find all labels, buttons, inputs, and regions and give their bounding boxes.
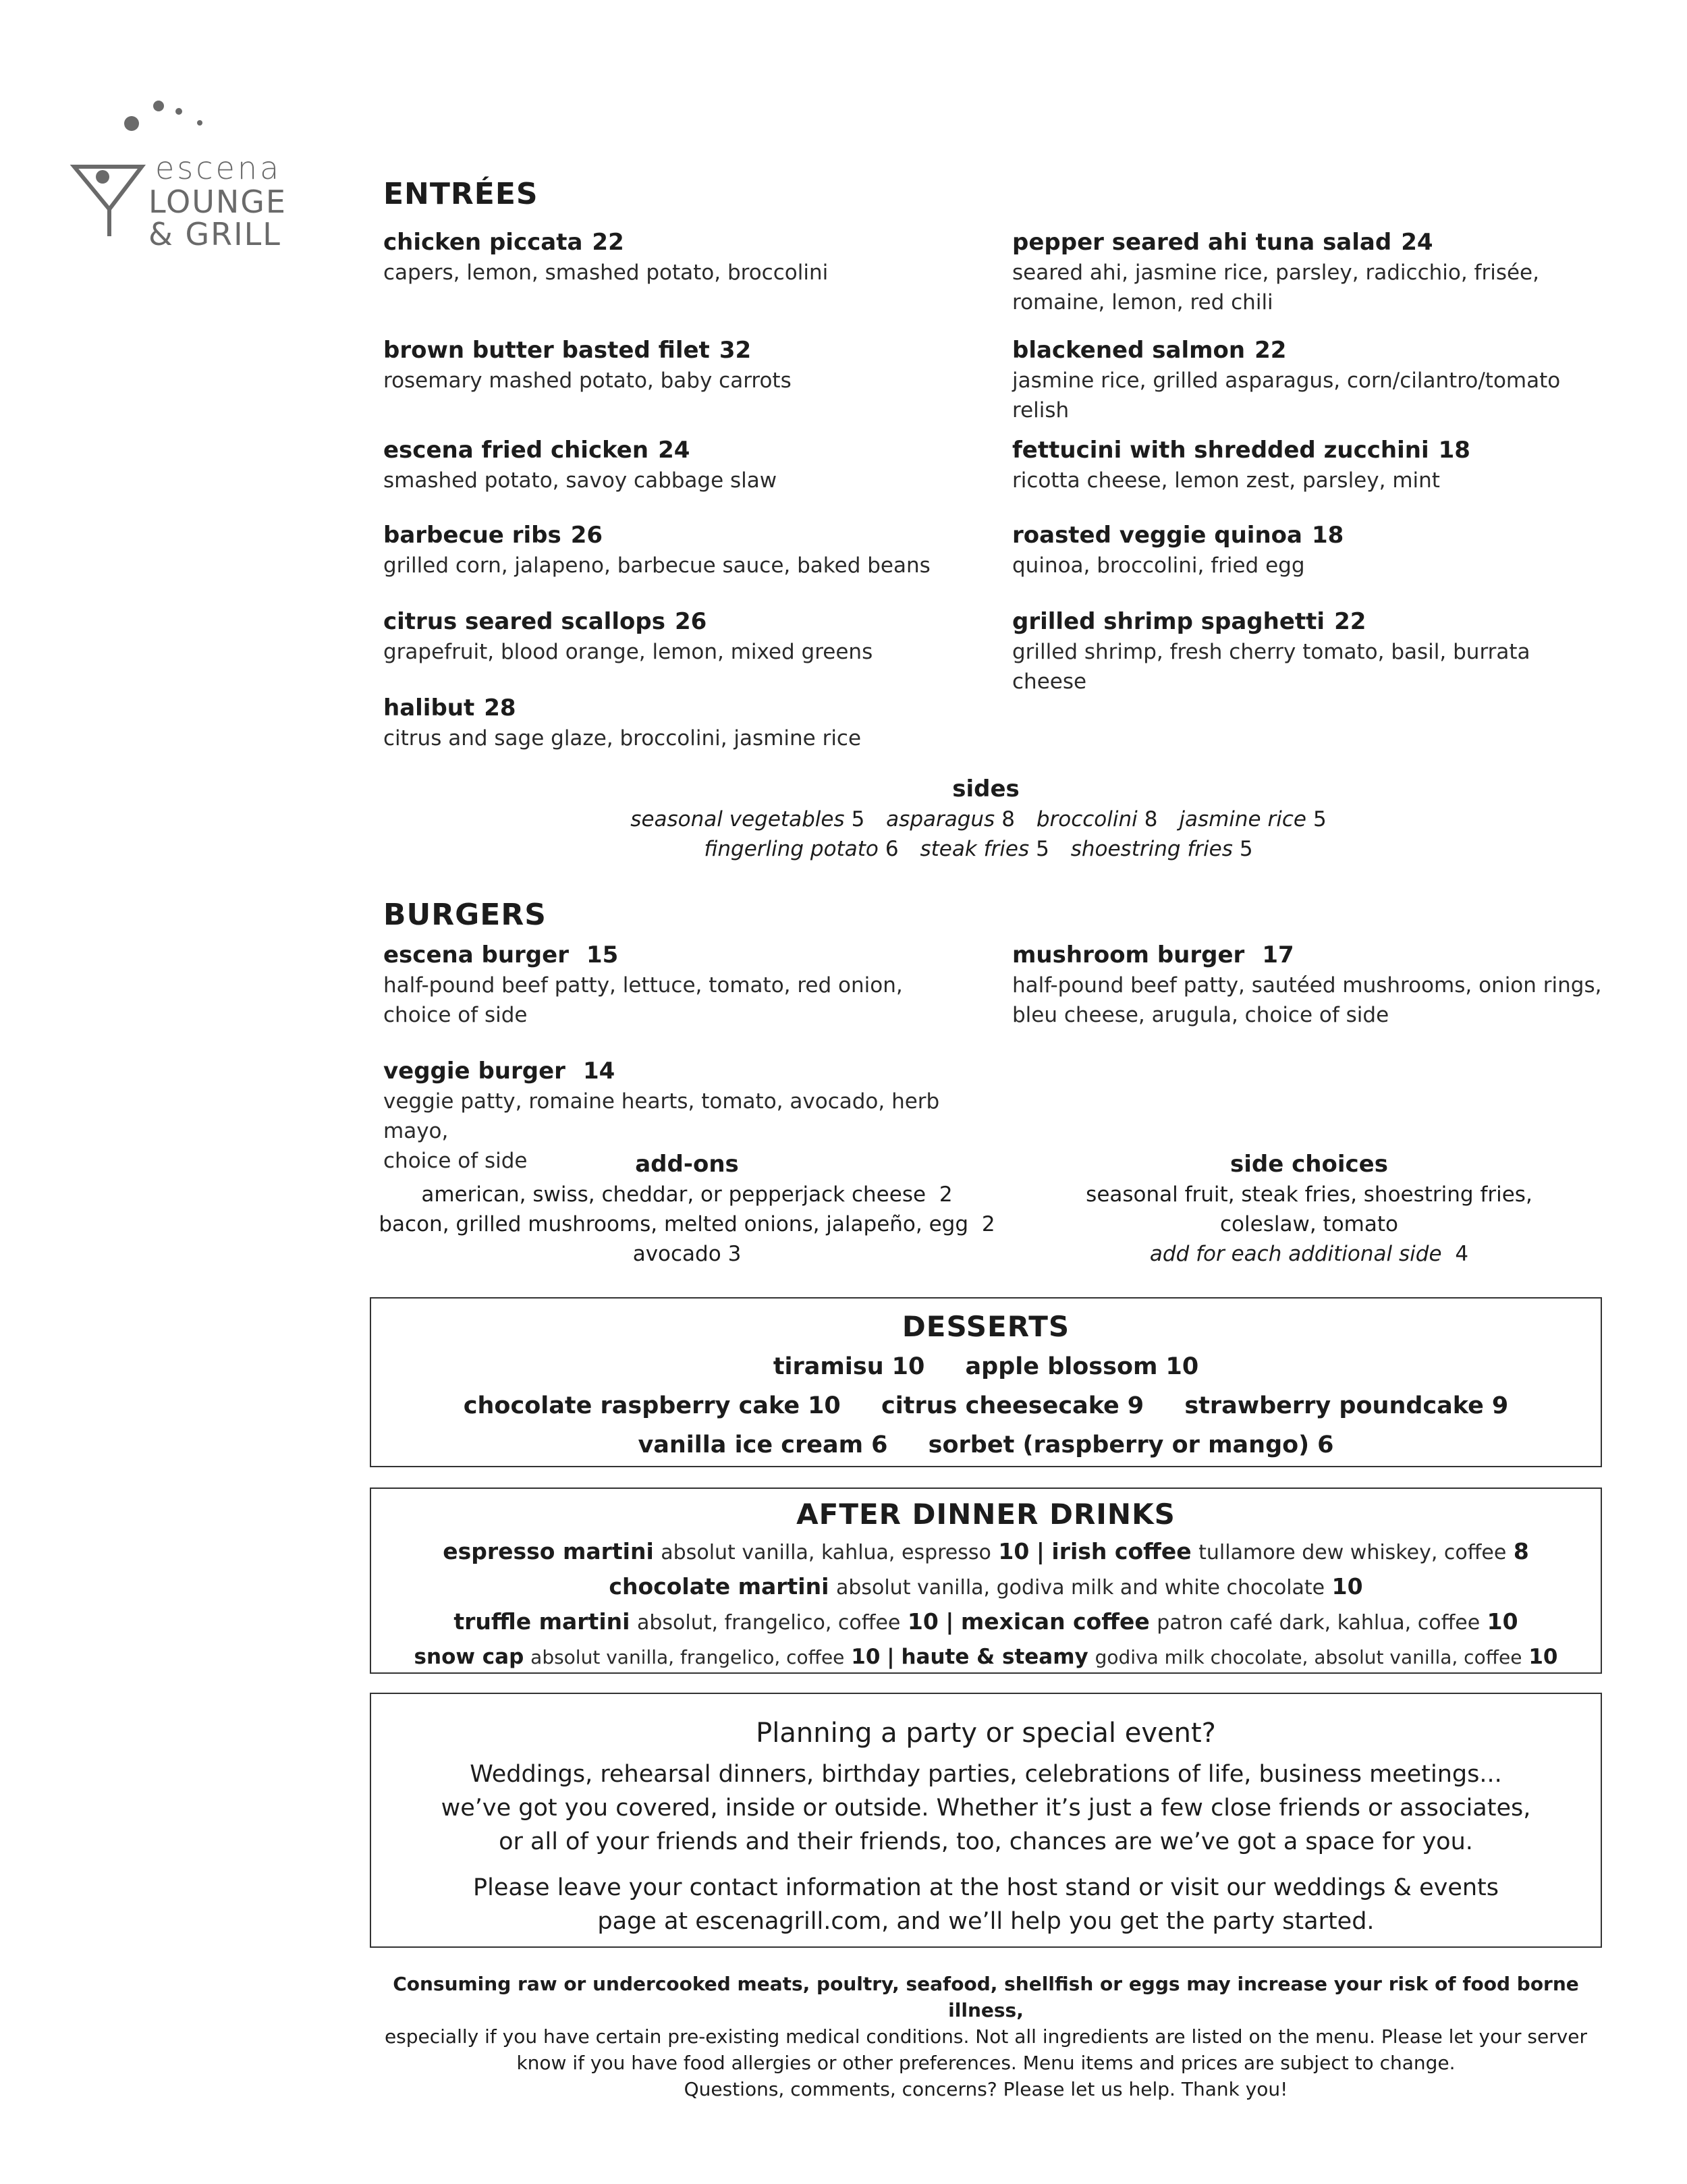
drink-price: 10 bbox=[851, 1645, 881, 1669]
addon-line bbox=[370, 1180, 1004, 1209]
dessert-row bbox=[371, 1347, 1601, 1386]
item-price: 32 bbox=[719, 337, 752, 364]
drink-desc: patron café dark, kahlua, coffee bbox=[1157, 1611, 1481, 1635]
dessert-name: apple blossom bbox=[965, 1353, 1158, 1380]
drink-name: irish coffee bbox=[1051, 1538, 1192, 1564]
drink-row bbox=[371, 1605, 1601, 1640]
addon-text: american, swiss, cheddar, or pepperjack cheese bbox=[421, 1182, 927, 1207]
item-desc: capers, lemon, smashed potato, broccolini bbox=[383, 261, 829, 285]
dessert-name: chocolate raspberry cake bbox=[463, 1392, 800, 1419]
disclaimer-line: especially if you have certain pre-existing medical conditions. Not all ingredients are listed on the menu. Please let your server bbox=[384, 2025, 1588, 2048]
menu-item bbox=[1012, 227, 1579, 317]
item-price: 22 bbox=[1254, 337, 1287, 364]
drink-price: 10 bbox=[998, 1538, 1030, 1564]
dessert-price: 6 bbox=[871, 1431, 888, 1458]
drink-name: chocolate martini bbox=[609, 1573, 829, 1600]
item-name: pepper seared ahi tuna salad bbox=[1012, 229, 1392, 256]
addon-text: avocado bbox=[632, 1242, 721, 1266]
item-desc: half-pound beef patty, lettuce, tomato, red onion, bbox=[383, 973, 903, 998]
drink-desc: tullamore dew whiskey, coffee bbox=[1198, 1541, 1507, 1564]
side-price: 5 bbox=[851, 807, 865, 831]
menu-item bbox=[383, 227, 991, 288]
addon-price: 2 bbox=[981, 1212, 995, 1236]
drink-row bbox=[371, 1570, 1601, 1605]
sides-block bbox=[370, 773, 1602, 864]
side-name: steak fries bbox=[920, 837, 1030, 861]
item-desc: ricotta cheese, lemon zest, parsley, mint bbox=[1012, 468, 1440, 493]
item-desc: grilled shrimp, fresh cherry tomato, basil, burrata cheese bbox=[1012, 640, 1530, 694]
events-box bbox=[370, 1693, 1602, 1948]
drink-row bbox=[371, 1640, 1601, 1674]
addon-price: 2 bbox=[939, 1182, 953, 1207]
menu-item bbox=[1012, 435, 1579, 495]
dessert-row bbox=[371, 1425, 1601, 1465]
item-name: escena fried chicken bbox=[383, 437, 649, 464]
side-name: jasmine rice bbox=[1179, 807, 1306, 831]
drink-price: 10 bbox=[907, 1608, 939, 1635]
item-desc: grapefruit, blood orange, lemon, mixed greens bbox=[383, 640, 873, 664]
disclaimer-line: Questions, comments, concerns? Please let us help. Thank you! bbox=[684, 2078, 1288, 2100]
dessert-name: vanilla ice cream bbox=[638, 1431, 864, 1458]
dessert-name: citrus cheesecake bbox=[881, 1392, 1119, 1419]
side-price: 5 bbox=[1312, 807, 1327, 831]
drink-desc: absolut vanilla, godiva milk and white chocolate bbox=[835, 1576, 1325, 1600]
events-text-line: page at escenagrill.com, and we’ll help you get the party started. bbox=[597, 1908, 1375, 1935]
item-name: citrus seared scallops bbox=[383, 608, 665, 635]
item-desc: grilled corn, jalapeno, barbecue sauce, baked beans bbox=[383, 553, 931, 578]
side-name: seasonal vegetables bbox=[630, 807, 845, 831]
side-choices-extra bbox=[1012, 1239, 1606, 1269]
drink-price: 8 bbox=[1513, 1538, 1529, 1564]
item-price: 26 bbox=[674, 608, 707, 635]
side-name: broccolini bbox=[1036, 807, 1138, 831]
drink-name: haute & steamy bbox=[901, 1645, 1088, 1669]
item-name: halibut bbox=[383, 694, 475, 721]
item-name: grilled shrimp spaghetti bbox=[1012, 608, 1325, 635]
addon-line bbox=[370, 1239, 1004, 1269]
drink-separator: | bbox=[1036, 1538, 1045, 1564]
item-price: 28 bbox=[484, 694, 516, 721]
disclaimer-line-bold: Consuming raw or undercooked meats, poultry, seafood, shellfish or eggs may increase your risk of food borne illness, bbox=[393, 1973, 1579, 2021]
events-text-line: or all of your friends and their friends, too, chances are we’ve got a space for you. bbox=[499, 1828, 1473, 1855]
item-price: 26 bbox=[570, 522, 603, 549]
drink-price: 10 bbox=[1528, 1645, 1558, 1669]
menu-item bbox=[383, 335, 991, 395]
item-name: escena burger bbox=[383, 941, 569, 968]
item-desc: quinoa, broccolini, fried egg bbox=[1012, 553, 1305, 578]
item-desc: bleu cheese, arugula, choice of side bbox=[1012, 1003, 1389, 1027]
dessert-name: sorbet (raspberry or mango) bbox=[928, 1431, 1310, 1458]
side-price: 8 bbox=[1144, 807, 1158, 831]
item-name: veggie burger bbox=[383, 1058, 565, 1085]
dessert-row bbox=[371, 1386, 1601, 1425]
dessert-price: 9 bbox=[1127, 1392, 1144, 1419]
item-price: 22 bbox=[592, 229, 624, 256]
drink-separator: | bbox=[887, 1645, 895, 1669]
item-desc: jasmine rice, grilled asparagus, corn/cilantro/tomato relish bbox=[1012, 368, 1561, 422]
side-price: 6 bbox=[885, 837, 899, 861]
item-desc: choice of side bbox=[383, 1003, 528, 1027]
side-name: asparagus bbox=[886, 807, 995, 831]
item-name: mushroom burger bbox=[1012, 941, 1245, 968]
item-desc: seared ahi, jasmine rice, parsley, radicchio, frisée, romaine, lemon, red chili bbox=[1012, 261, 1539, 315]
menu-item bbox=[383, 520, 991, 580]
menu-item bbox=[383, 435, 991, 495]
item-name: barbecue ribs bbox=[383, 522, 561, 549]
sides-row bbox=[370, 834, 1602, 864]
events-title: Planning a party or special event? bbox=[756, 1718, 1216, 1749]
drinks-title: AFTER DINNER DRINKS bbox=[796, 1498, 1176, 1531]
addons-block bbox=[370, 1149, 1004, 1269]
menu-item bbox=[383, 692, 991, 753]
drink-desc: absolut vanilla, kahlua, espresso bbox=[661, 1541, 991, 1564]
dessert-price: 10 bbox=[808, 1392, 841, 1419]
item-name: brown butter basted filet bbox=[383, 337, 710, 364]
dessert-price: 6 bbox=[1317, 1431, 1334, 1458]
side-choices-extra-text: add for each additional side bbox=[1149, 1242, 1442, 1266]
drink-desc: absolut, frangelico, coffee bbox=[636, 1611, 901, 1635]
events-text-line: Weddings, rehearsal dinners, birthday parties, celebrations of life, business meetings... bbox=[470, 1761, 1502, 1788]
burgers-title: BURGERS bbox=[383, 898, 547, 932]
desserts-box bbox=[370, 1297, 1602, 1467]
side-name: shoestring fries bbox=[1070, 837, 1233, 861]
addon-price: 3 bbox=[727, 1242, 742, 1266]
side-name: fingerling potato bbox=[704, 837, 879, 861]
side-choices-extra-price: 4 bbox=[1455, 1242, 1469, 1266]
drink-name: espresso martini bbox=[443, 1538, 654, 1564]
sides-row bbox=[370, 804, 1602, 834]
menu-item bbox=[1012, 520, 1579, 580]
side-choices-line: coleslaw, tomato bbox=[1220, 1212, 1398, 1236]
drink-name: snow cap bbox=[414, 1645, 524, 1669]
item-name: fettucini with shredded zucchini bbox=[1012, 437, 1429, 464]
menu-item bbox=[383, 606, 991, 667]
item-price: 24 bbox=[1401, 229, 1433, 256]
drink-price: 10 bbox=[1487, 1608, 1518, 1635]
item-price: 18 bbox=[1438, 437, 1470, 464]
menu-item bbox=[1012, 939, 1606, 1030]
disclaimer-line: know if you have food allergies or other preferences. Menu items and prices are subject to change. bbox=[516, 2052, 1456, 2074]
drink-desc: absolut vanilla, frangelico, coffee bbox=[530, 1646, 845, 1668]
disclaimer bbox=[370, 1971, 1602, 2102]
addons-title: add-ons bbox=[635, 1151, 739, 1178]
item-name: roasted veggie quinoa bbox=[1012, 522, 1302, 549]
sides-title: sides bbox=[952, 775, 1020, 802]
drink-separator: | bbox=[945, 1608, 954, 1635]
side-price: 5 bbox=[1239, 837, 1253, 861]
item-price: 22 bbox=[1334, 608, 1366, 635]
logo-brand-lounge: LOUNGE bbox=[148, 184, 287, 220]
side-choices-block bbox=[1012, 1149, 1606, 1269]
item-price: 15 bbox=[586, 941, 619, 968]
addon-line bbox=[370, 1209, 1004, 1239]
item-desc: choice of side bbox=[383, 1149, 528, 1173]
menu-item bbox=[1012, 606, 1606, 697]
item-price: 14 bbox=[582, 1058, 615, 1085]
dessert-name: tiramisu bbox=[773, 1353, 884, 1380]
item-price: 17 bbox=[1262, 941, 1294, 968]
side-choices-title: side choices bbox=[1230, 1151, 1388, 1178]
restaurant-logo bbox=[67, 94, 324, 252]
drink-desc: godiva milk chocolate, absolut vanilla, coffee bbox=[1095, 1646, 1522, 1668]
item-desc: half-pound beef patty, sautéed mushrooms, onion rings, bbox=[1012, 973, 1602, 998]
item-price: 24 bbox=[658, 437, 690, 464]
events-text-line: we’ve got you covered, inside or outside. Whether it’s just a few close friends or associates, bbox=[441, 1795, 1531, 1822]
item-desc: smashed potato, savoy cabbage slaw bbox=[383, 468, 777, 493]
dessert-price: 9 bbox=[1491, 1392, 1509, 1419]
item-desc: veggie patty, romaine hearts, tomato, avocado, herb mayo, bbox=[383, 1089, 940, 1143]
item-name: chicken piccata bbox=[383, 229, 583, 256]
drinks-box bbox=[370, 1487, 1602, 1674]
item-price: 18 bbox=[1311, 522, 1344, 549]
logo-brand-escena: escena bbox=[155, 150, 282, 186]
dessert-price: 10 bbox=[1165, 1353, 1199, 1380]
logo-brand-grill: & GRILL bbox=[148, 216, 281, 252]
entrees-title: ENTRÉES bbox=[383, 177, 538, 211]
item-desc: citrus and sage glaze, broccolini, jasmine rice bbox=[383, 726, 862, 750]
side-price: 8 bbox=[1001, 807, 1015, 831]
desserts-title: DESSERTS bbox=[902, 1310, 1070, 1343]
side-price: 5 bbox=[1036, 837, 1049, 861]
drink-row bbox=[371, 1535, 1601, 1570]
item-desc: rosemary mashed potato, baby carrots bbox=[383, 368, 792, 393]
menu-item bbox=[383, 939, 991, 1030]
drink-name: truffle martini bbox=[453, 1608, 630, 1635]
item-name: blackened salmon bbox=[1012, 337, 1246, 364]
dessert-name: strawberry poundcake bbox=[1184, 1392, 1484, 1419]
drink-price: 10 bbox=[1331, 1573, 1363, 1600]
dessert-price: 10 bbox=[891, 1353, 925, 1380]
events-text-line: Please leave your contact information at the host stand or visit our weddings & events bbox=[472, 1874, 1499, 1901]
drink-name: mexican coffee bbox=[960, 1608, 1150, 1635]
menu-item bbox=[1012, 335, 1579, 425]
addon-text: bacon, grilled mushrooms, melted onions, jalapeño, egg bbox=[379, 1212, 969, 1236]
side-choices-line: seasonal fruit, steak fries, shoestring fries, bbox=[1086, 1182, 1532, 1207]
